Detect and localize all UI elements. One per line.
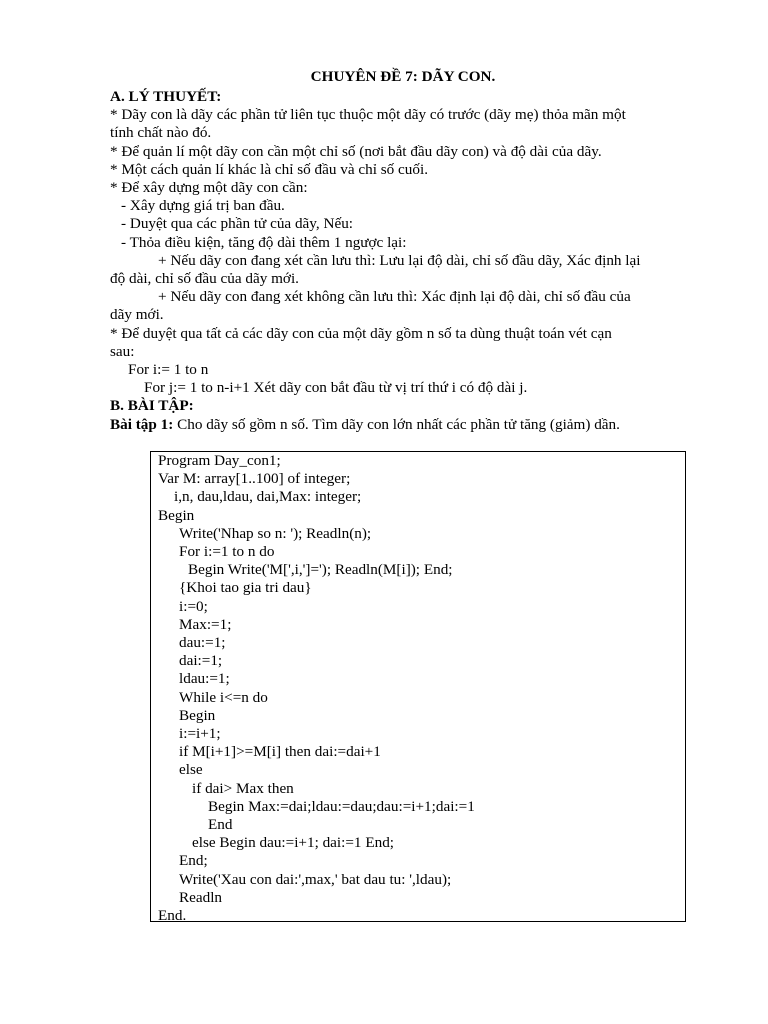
code-line: Write('Nhap so n: '); Readln(n); xyxy=(179,524,372,542)
theory-line: * Để duyệt qua tất cả các dãy con của một dãy gồm n số ta dùng thuật toán vét cạn xyxy=(110,324,612,342)
theory-line: - Duyệt qua các phần tử của dãy, Nếu: xyxy=(121,215,354,233)
theory-line: + Nếu dãy con đang xét cần lưu thì: Lưu lại độ dài, chỉ số đầu dãy, Xác định lại xyxy=(158,251,641,269)
code-line: For i:=1 to n do xyxy=(179,543,275,561)
theory-line: * Để quản lí một dãy con cần một chỉ số (nơi bắt đầu dãy con) và độ dài của dãy. xyxy=(110,142,602,160)
code-line: Begin xyxy=(179,706,216,724)
code-line: Begin Max:=dai;ldau:=dau;dau:=i+1;dai:=1 xyxy=(208,797,475,815)
code-line: Begin xyxy=(158,506,195,524)
code-line: else Begin dau:=i+1; dai:=1 End; xyxy=(192,834,395,852)
code-line: dau:=1; xyxy=(179,634,226,652)
code-line: Write('Xau con dai:',max,' bat dau tu: ',ldau); xyxy=(179,870,452,888)
exercises-heading: B. BÀI TẬP: xyxy=(110,397,194,415)
theory-line: For i:= 1 to n xyxy=(128,361,209,379)
theory-section xyxy=(110,88,700,434)
code-line: {Khoi tao gia tri dau} xyxy=(179,579,312,597)
code-line: if dai> Max then xyxy=(192,779,294,797)
theory-line: * Để xây dựng một dãy con cần: xyxy=(110,179,308,197)
code-line: While i<=n do xyxy=(179,688,268,706)
exercise-1-label: Bài tập 1: xyxy=(110,415,174,433)
exercise-1 xyxy=(110,416,700,434)
code-line: End; xyxy=(179,852,208,870)
code-line: Begin Write('M[',i,']='); Readln(M[i]); End; xyxy=(188,561,453,579)
theory-line: sau: xyxy=(110,342,135,360)
code-line: End. xyxy=(158,907,187,925)
code-line: i,n, dau,ldau, dai,Max: integer; xyxy=(174,488,362,506)
theory-line: dãy mới. xyxy=(110,306,164,324)
code-line: i:=i+1; xyxy=(179,725,221,743)
code-line: i:=0; xyxy=(179,597,208,615)
code-line: else xyxy=(179,761,203,779)
code-line: Max:=1; xyxy=(179,615,232,633)
theory-line: * Dãy con là dãy các phần tử liên tục thuộc một dãy có trước (dãy mẹ) thỏa mãn một xyxy=(110,106,626,124)
theory-line: + Nếu dãy con đang xét không cần lưu thì: Xác định lại độ dài, chỉ số đầu của xyxy=(158,288,631,306)
code-line: End xyxy=(208,816,233,834)
theory-line: For j:= 1 to n-i+1 Xét dãy con bắt đầu từ vị trí thứ i có độ dài j. xyxy=(144,379,528,397)
theory-heading: A. LÝ THUYẾT: xyxy=(110,88,222,105)
document-title: CHUYÊN ĐỀ 7: DÃY CON. xyxy=(310,68,496,85)
code-line: dai:=1; xyxy=(179,652,223,670)
code-line: Var M: array[1..100] of integer; xyxy=(158,470,351,488)
exercise-1-text: Cho dãy số gồm n số. Tìm dãy con lớn nhất các phần tử tăng (giảm) dần. xyxy=(173,415,620,433)
theory-line: - Xây dựng giá trị ban đầu. xyxy=(121,197,285,215)
code-line: Program Day_con1; xyxy=(158,452,281,469)
code-line: Readln xyxy=(179,888,223,906)
theory-line: tính chất nào đó. xyxy=(110,124,212,142)
code-line: if M[i+1]>=M[i] then dai:=dai+1 xyxy=(179,743,381,761)
theory-line: * Một cách quản lí khác là chỉ số đầu và chỉ số cuối. xyxy=(110,160,429,178)
code-box xyxy=(150,451,686,925)
code-line: ldau:=1; xyxy=(179,670,230,688)
theory-line: - Thỏa điều kiện, tăng độ dài thêm 1 ngược lại: xyxy=(121,233,407,251)
theory-line: độ dài, chỉ số đầu của dãy mới. xyxy=(110,270,299,288)
